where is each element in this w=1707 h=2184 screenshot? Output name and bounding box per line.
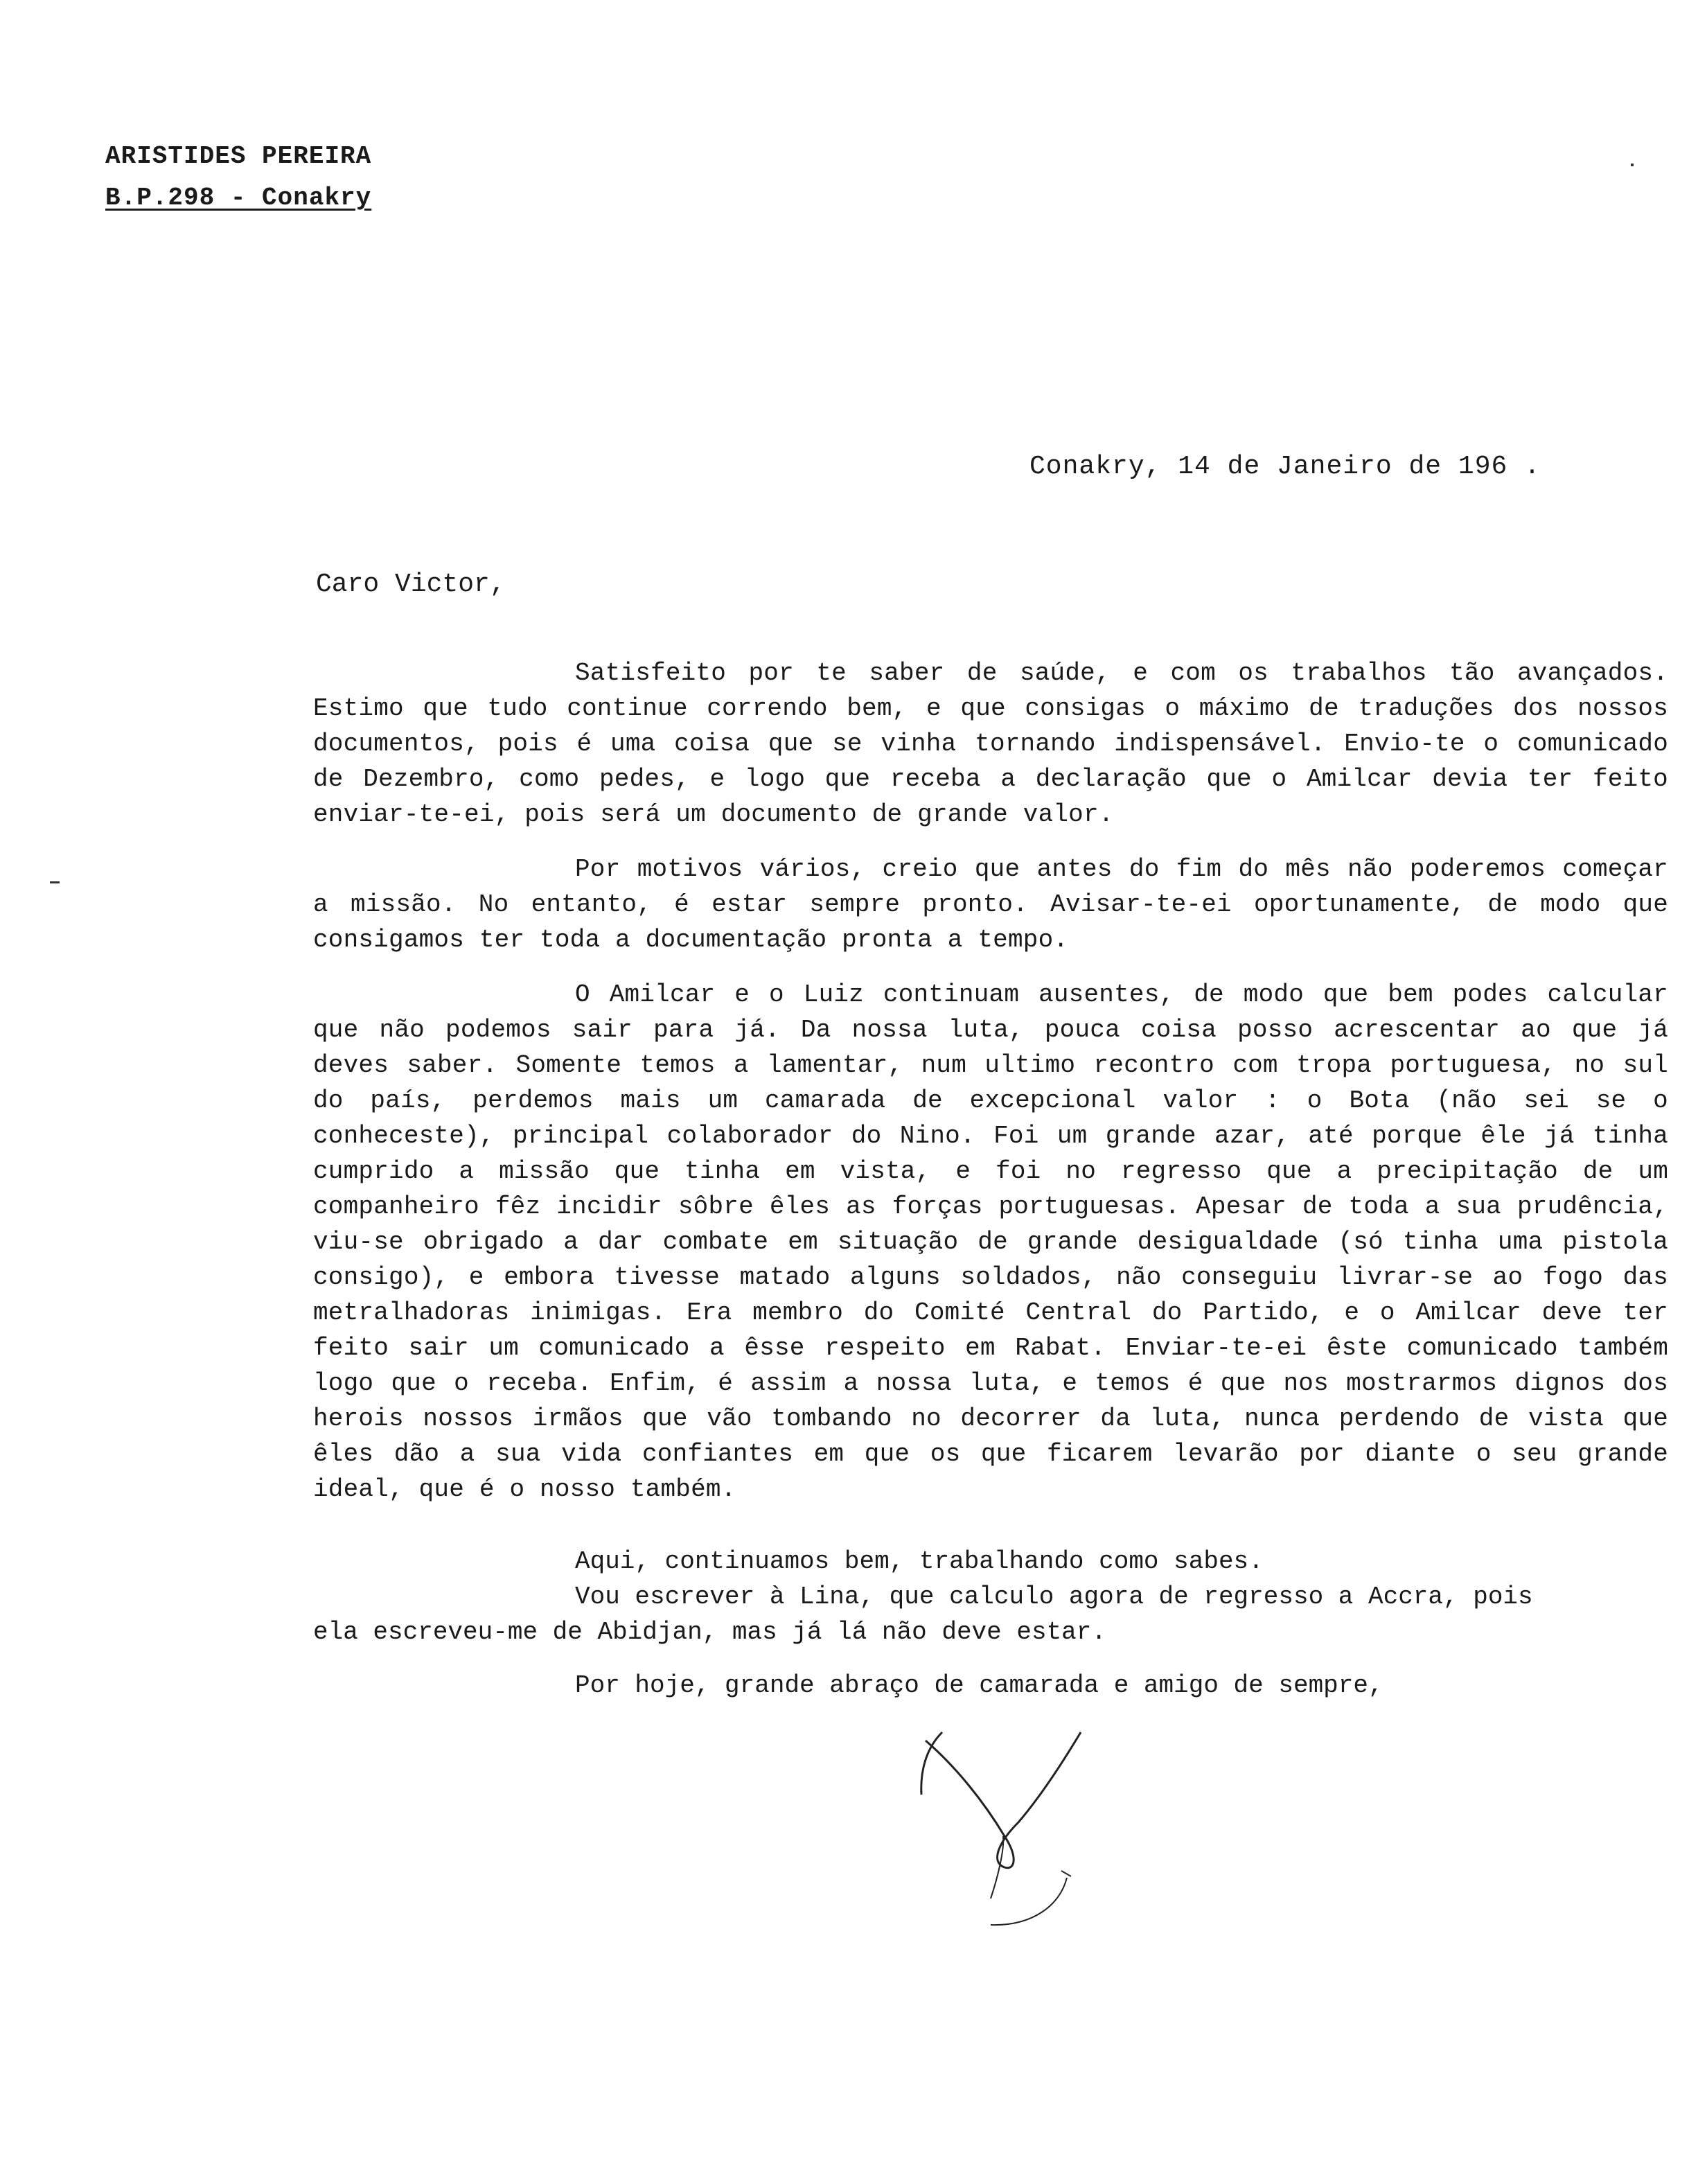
- paragraph-3: O Amilcar e o Luiz continuam ausentes, de modo que bem podes calcular que não podemos sair para já. Da nossa luta, pouca coisa posso acrescentar ao que já deves saber. Somente temos a lamentar, num ultimo recontro com tropa portuguesa, no sul do país, perdemos mais um camarada de excepcional valor : o Bota (não sei se o conheceste), principal colaborador do Nino. Foi um grande azar, até porque êle já tinha cumprido a missão que tinha em vista, e foi no regresso que a precipitação de um companheiro fêz incidir sôbre êles as forças portuguesas. Apesar de toda a sua prudência, viu-se obrigado a dar combate em situação de grande desigualdade (só tinha uma pistola consigo), e embora tivesse matado alguns soldados, não conseguiu livrar-se ao fogo das metralhadoras inimigas. Era membro do Comité Central do Partido, e o Amilcar deve ter feito sair um comunicado a êsse respeito em Rabat. Enviar-te-ei êste comunicado também logo que o receba. Enfim, é assim a nossa luta, e temos é que nos mostrarmos dignos dos herois nossos irmãos que vão tombando no decorrer da luta, nunca perdendo de vista que êles dão a sua vida confiantes em que os que ficarem levarão por diante o seu grande ideal, que é o nosso também.: [313, 980, 1668, 1504]
- paragraph-2: Por motivos vários, creio que antes do fim do mês não poderemos começar a missão. No entanto, é estar sempre pronto. Avisar-te-ei oportunamente, de modo que consigamos ter toda a documentação pronta a tempo.: [313, 855, 1668, 954]
- closing-line-1: Aqui, continuamos bem, trabalhando como sabes.: [575, 1547, 1264, 1576]
- sender-block: [105, 136, 371, 219]
- closing-block: [313, 1544, 1670, 1703]
- greeting: Caro Victor,: [316, 570, 506, 599]
- date-line: Conakry, 14 de Janeiro de 196 .: [1029, 452, 1541, 482]
- closing-line-3: ela escreveu-me de Abidjan, mas já lá não deve estar.: [313, 1618, 1106, 1646]
- sender-name: ARISTIDES PEREIRA: [105, 142, 372, 170]
- letter-body: [313, 655, 1668, 1526]
- sender-address: B.P.298 - Conakry: [105, 184, 372, 212]
- closing-line-2: Vou escrever à Lina, que calculo agora de regresso a Accra, pois: [575, 1583, 1533, 1611]
- handwritten-signature: [901, 1705, 1108, 1940]
- paragraph-1: Satisfeito por te saber de saúde, e com os trabalhos tão avançados. Estimo que tudo continue correndo bem, e que consigas o máximo de traduções dos nossos documentos, pois é uma coisa que se vinha tornando indispensável. Envio-te o comunicado de Dezembro, como pedes, e logo que receba a declaração que o Amilcar devia ter feito enviar-te-ei, pois será um documento de grande valor.: [313, 659, 1668, 829]
- scan-speck: [50, 881, 60, 883]
- signature-icon: [901, 1705, 1108, 1940]
- scan-speck: [1631, 164, 1634, 166]
- sign-off: Por hoje, grande abraço de camarada e amigo de sempre,: [575, 1671, 1383, 1700]
